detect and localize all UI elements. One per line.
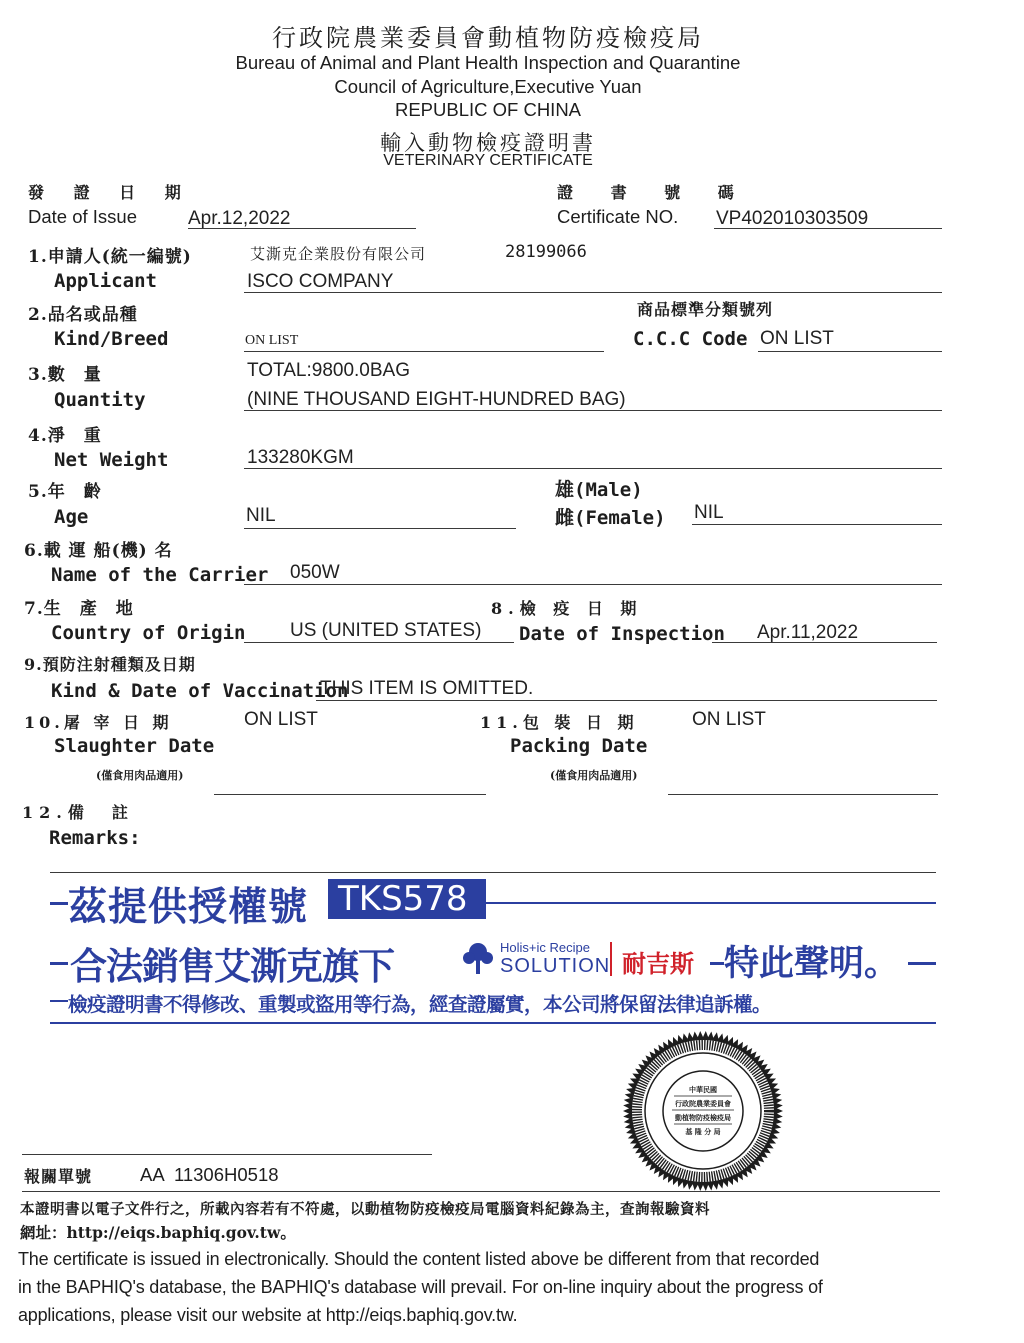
doc-title-en: VETERINARY CERTIFICATE [383,152,593,169]
overlay-dash-3 [710,962,724,965]
seal-line-4: 基 隆 分 局 [685,1128,721,1136]
seal-line-3: 動植物防疫檢疫局 [675,1114,731,1122]
slaughter-line [214,794,486,795]
inspection-value: Apr.11,2022 [757,622,859,643]
holistic-leaf-icon [459,940,497,976]
kind-value: ON LIST [245,333,299,348]
carrier-line [244,584,942,585]
declaration-bottom-line [22,1191,940,1192]
ccc-label-zh: 商品標準分類號列 [637,300,774,319]
slaughter-label-zh: 10.屠 宰 日 期 [24,713,173,732]
seal-line-1: 中華民國 [689,1086,717,1094]
vaccination-value: THIS ITEM IS OMITTED. [320,678,534,699]
sex-value: NIL [694,502,724,523]
packing-line [668,794,938,795]
quantity-value-words: (NINE THOUSAND EIGHT-HUNDRED BAG) [247,389,626,410]
ccc-line [758,351,942,352]
overlay-dash-2 [50,962,68,965]
net-weight-line [244,468,942,469]
packing-note-zh: (僅食用肉品適用) [550,769,638,782]
certificate-label-en: Certificate NO. [557,206,679,227]
sex-male-label: 雄(Male) [555,479,643,501]
remarks-label-en: Remarks: [49,827,141,849]
footer-note-en-2: in the BAPHIQ's database, the BAPHIQ's database will prevail. For on-line inquiry about the progress of [18,1277,823,1297]
issue-date-label-zh: 發 證 日 期 [28,183,193,202]
origin-value: US (UNITED STATES) [290,620,482,641]
carrier-label-en: Name of the Carrier [51,564,269,586]
issue-date-value: Apr.12,2022 [188,208,291,229]
slaughter-label-en: Slaughter Date [54,735,215,757]
brand-bottom-text: SOLUTION [500,955,611,977]
kind-label-en: Kind/Breed [54,328,169,350]
kind-line [244,351,604,352]
slaughter-value: ON LIST [244,709,318,730]
footer-note-zh-1: 本證明書以電子文件行之，所載內容若有不符處，以動植物防疫檢疫局電腦資料紀錄為主，查詢報驗資料 [20,1201,710,1218]
overlay-dash-1 [50,902,68,905]
council-title-en: Council of Agriculture,Executive Yuan [334,76,642,97]
applicant-label-zh: 1.申請人(統一編號) [28,247,192,267]
overlay-dash-4 [50,1000,68,1002]
overlay-declare-text: 特此聲明。 [724,944,900,984]
sex-line [692,524,942,525]
applicant-value: ISCO COMPANY [247,271,394,292]
overlay-bottom-line [50,1022,936,1024]
origin-label-en: Country of Origin [51,622,246,644]
overlay-sales-text: 合法銷售艾澌克旗下 [70,945,394,988]
agency-title-zh: 行政院農業委員會動植物防疫檢疫局 [272,24,704,52]
vaccination-label-zh: 9.預防注射種類及日期 [24,655,196,674]
agency-title-en: Bureau of Animal and Plant Health Inspection and Quarantine [235,52,741,73]
issue-date-line [188,228,416,229]
carrier-label-zh: 6.載 運 船(機) 名 [24,541,173,561]
age-label-en: Age [54,506,89,528]
seal-line-2: 行政院農業委員會 [675,1100,731,1108]
quantity-label-en: Quantity [54,389,146,411]
footer-note-en-1: The certificate is issued in electronically. Should the content listed above be different from that recorded [18,1249,820,1269]
overlay-license-code: TKS578 [338,879,468,919]
overlay-legal-text: 檢疫證明書不得修改、重製或盜用等行為，經查證屬實，本公司將保留法律追訴權。 [68,993,772,1016]
official-seal [622,1030,784,1192]
certificate-line [714,228,942,229]
quantity-label-zh: 3.數 量 [28,365,102,385]
certificate-value: VP402010303509 [716,208,869,229]
overlay-line-2 [908,962,936,965]
remarks-label-zh: 12.備 註 [22,803,134,822]
slaughter-note-zh: (僅食用肉品適用) [96,769,184,782]
applicant-id: 28199066 [505,242,587,262]
packing-label-zh: 11.包 裝 日 期 [480,713,639,732]
ccc-label-en: C.C.C Code [633,328,748,350]
net-weight-label-en: Net Weight [54,449,169,471]
vaccination-label-en: Kind & Date of Vaccination [51,680,349,702]
quantity-value: TOTAL:9800.0BAG [247,360,410,381]
declaration-top-line [22,1154,432,1155]
country-title-en: REPUBLIC OF CHINA [394,99,582,120]
footer-note-en-3: applications, please visit our website at http://eiqs.baphiq.gov.tw. [18,1305,518,1325]
net-weight-value: 133280KGM [247,447,354,468]
age-line [244,528,516,529]
declaration-label-zh: 報關單號 [24,1167,93,1186]
net-weight-label-zh: 4.淨 重 [28,426,102,446]
applicant-name-zh: 艾澌克企業股份有限公司 [250,245,427,263]
packing-value: ON LIST [692,709,766,730]
vaccination-line [316,700,937,701]
origin-label-zh: 7.生 產 地 [24,599,134,619]
brand-red-text: 耐吉斯 [622,950,694,978]
origin-line [244,642,514,643]
applicant-line [244,292,942,293]
inspection-label-zh: 8.檢 疫 日 期 [491,599,643,618]
brand-divider [610,942,612,976]
applicant-label-en: Applicant [54,270,157,292]
quantity-line [244,410,942,411]
age-label-zh: 5.年 齡 [28,482,102,502]
doc-title-zh: 輸入動物檢疫證明書 [380,131,596,155]
remarks-line-1 [50,872,936,873]
kind-label-zh: 2.品名或品種 [28,305,138,325]
declaration-value: AA 11306H0518 [140,1164,279,1185]
overlay-line-1 [486,902,936,904]
packing-label-en: Packing Date [510,735,648,757]
brand-top-text: Holis+ic Recipe [500,940,590,955]
certificate-label-zh: 證 書 號 碼 [557,183,750,202]
ccc-value: ON LIST [760,328,834,349]
sex-female-label: 雌(Female) [555,507,666,529]
age-value: NIL [246,505,276,526]
inspection-line [712,642,937,643]
inspection-label-en: Date of Inspection [519,623,725,645]
issue-date-label-en: Date of Issue [28,206,138,227]
overlay-license-badge [328,879,486,919]
overlay-license-text: 茲提供授權號 [68,885,309,930]
footer-note-zh-2: 網址：http://eiqs.baphiq.gov.tw。 [20,1223,296,1242]
carrier-value: 050W [290,562,340,583]
